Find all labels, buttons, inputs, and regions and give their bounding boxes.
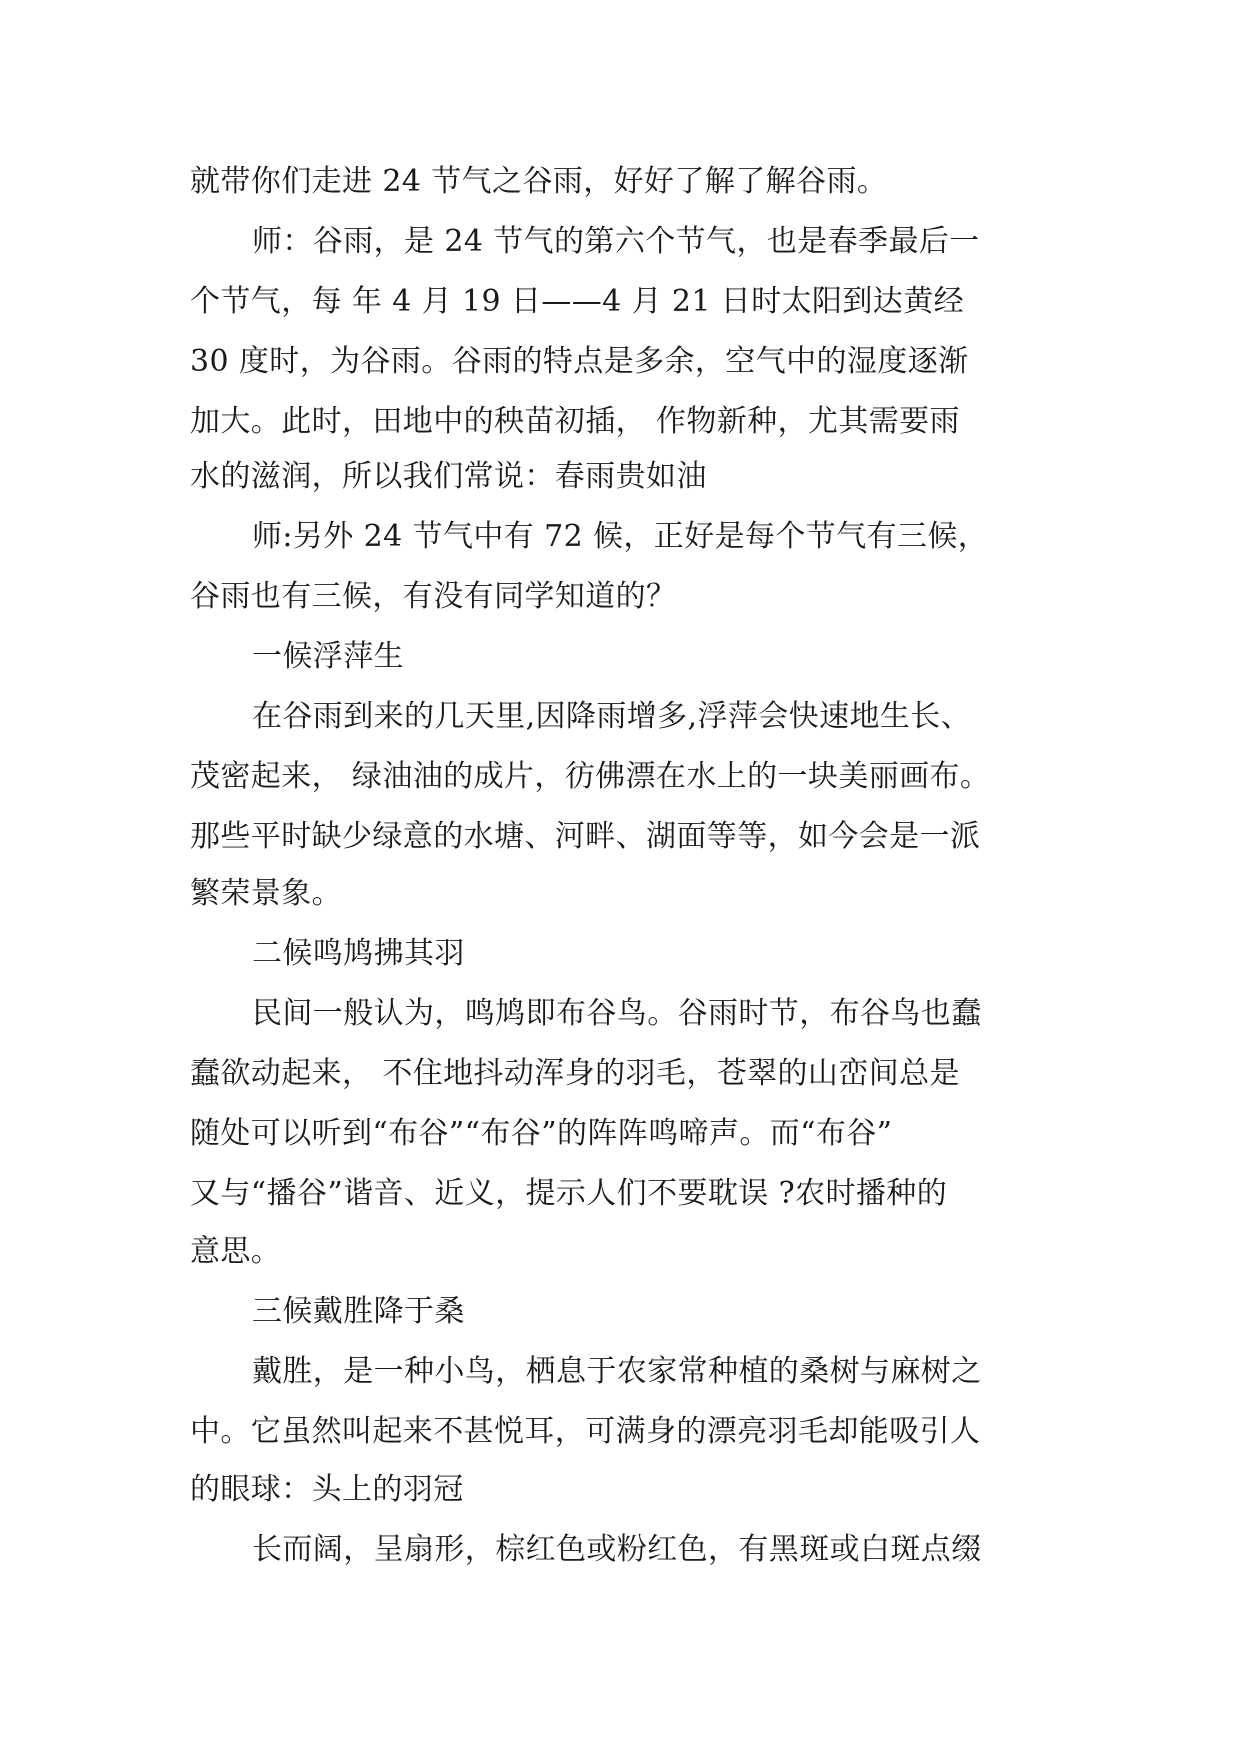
text-line: 师:另外 24 节气中有 72 候，正好是每个节气有三候， <box>252 519 989 554</box>
text-line: 那些平时缺少绿意的水塘、河畔、湖面等等，如今会是一派 <box>190 819 981 854</box>
text-line: 谷雨也有三候，有没有同学知道的？ <box>190 579 677 614</box>
text-line: 就带你们走进 24 节气之谷雨，好好了解了解谷雨。 <box>190 164 888 199</box>
text-line: 一候浮萍生 <box>252 639 404 674</box>
text-line: 繁荣景象。 <box>190 876 342 911</box>
text-line: 蠢欲动起来， 不住地抖动浑身的羽毛，苍翠的山峦间总是 <box>190 1056 960 1091</box>
text-line: 水的滋润，所以我们常说：春雨贵如油 <box>190 459 707 494</box>
text-line: 个节气，每 年 4 月 19 日——4 月 21 日时太阳到达黄经 <box>190 284 965 319</box>
text-line: 二候鸣鸠拂其羽 <box>252 936 465 971</box>
text-line: 长而阔，呈扇形，棕红色或粉红色，有黑斑或白斑点缀 <box>252 1532 982 1567</box>
text-line: 意思。 <box>190 1234 282 1269</box>
text-line: 师：谷雨，是 24 节气的第六个节气，也是春季最后一 <box>252 224 980 259</box>
text-line: 加大。此时，田地中的秧苗初插， 作物新种，尤其需要雨 <box>190 404 960 439</box>
text-line: 民间一般认为，鸣鸠即布谷鸟。谷雨时节，布谷鸟也蠢 <box>252 996 982 1031</box>
text-line: 随处可以听到“布谷”“布谷”的阵阵鸣啼声。而“布谷” <box>190 1116 893 1151</box>
text-line: 三候戴胜降于桑 <box>252 1294 465 1329</box>
text-line: 又与“播谷”谐音、近义，提示人们不要耽误 ?农时播种的 <box>190 1176 948 1211</box>
text-line: 戴胜，是一种小鸟，栖息于农家常种植的桑树与麻树之 <box>252 1354 982 1389</box>
text-line: 中。它虽然叫起来不甚悦耳，可满身的漂亮羽毛却能吸引人 <box>190 1414 981 1449</box>
text-line: 在谷雨到来的几天里,因降雨增多,浮萍会快速地生长、 <box>252 699 972 734</box>
text-line: 的眼球：头上的羽冠 <box>190 1472 464 1507</box>
text-line: 茂密起来， 绿油油的成片，彷佛漂在水上的一块美丽画布。 <box>190 759 991 794</box>
text-line: 30 度时，为谷雨。谷雨的特点是多余，空气中的湿度逐渐 <box>190 344 969 379</box>
